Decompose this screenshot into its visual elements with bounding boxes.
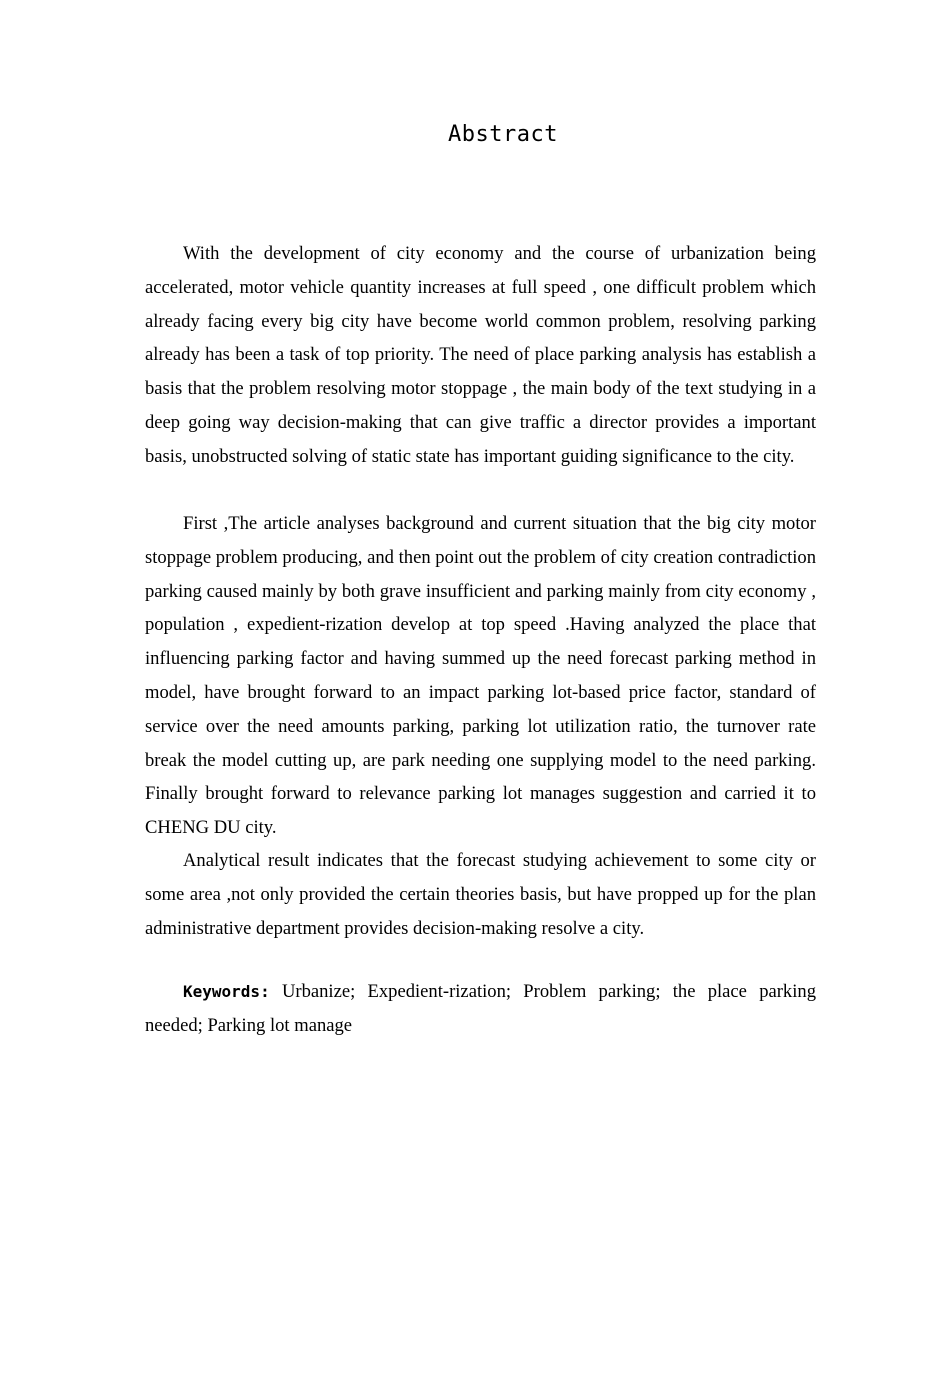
abstract-paragraph-3 bbox=[145, 844, 816, 945]
abstract-paragraph-1 bbox=[145, 237, 816, 474]
keywords-list: Urbanize; Expedient-rization; Problem parking; the place parking needed; Parking lot manage bbox=[145, 981, 816, 1036]
paragraph-text: Analytical result indicates that the forecast studying achievement to some city or some area ,not only provided the certain theories basis, but have propped up for the plan administrative department provides decision-making resolve a city. bbox=[145, 850, 816, 939]
keywords-section bbox=[145, 975, 816, 1043]
paragraph-text: First ,The article analyses background and current situation that the big city motor stoppage problem producing, and then point out the problem of city creation contradiction parking caused mainly by both grave insufficient and parking mainly from city economy , population , expedient-rization develop at top speed .Having analyzed the place that influencing parking factor and having summed up the need forecast parking method in model, have brought forward to an impact parking lot-based price factor, standard of service over the need amounts parking, parking lot utilization ratio, the turnover rate break the model cutting up, are park needing one supplying model to the need parking. Finally brought forward to relevance parking lot manages suggestion and carried it to CHENG DU city. bbox=[145, 513, 816, 839]
abstract-paragraph-2 bbox=[145, 507, 816, 845]
paragraph-text: With the development of city economy and the course of urbanization being accelerated, motor vehicle quantity increases at full speed , one difficult problem which already facing every big city have become world common problem, resolving parking already has been a task of top priority. The need of place parking analysis has establish a basis that the problem resolving motor stoppage , the main body of the text studying in a deep going way decision-making that can give traffic a director provides a important basis, unobstructed solving of static state has important guiding significance to the city. bbox=[145, 243, 816, 467]
keywords-label: Keywords: bbox=[183, 982, 270, 1001]
page-title: Abstract bbox=[448, 122, 558, 147]
